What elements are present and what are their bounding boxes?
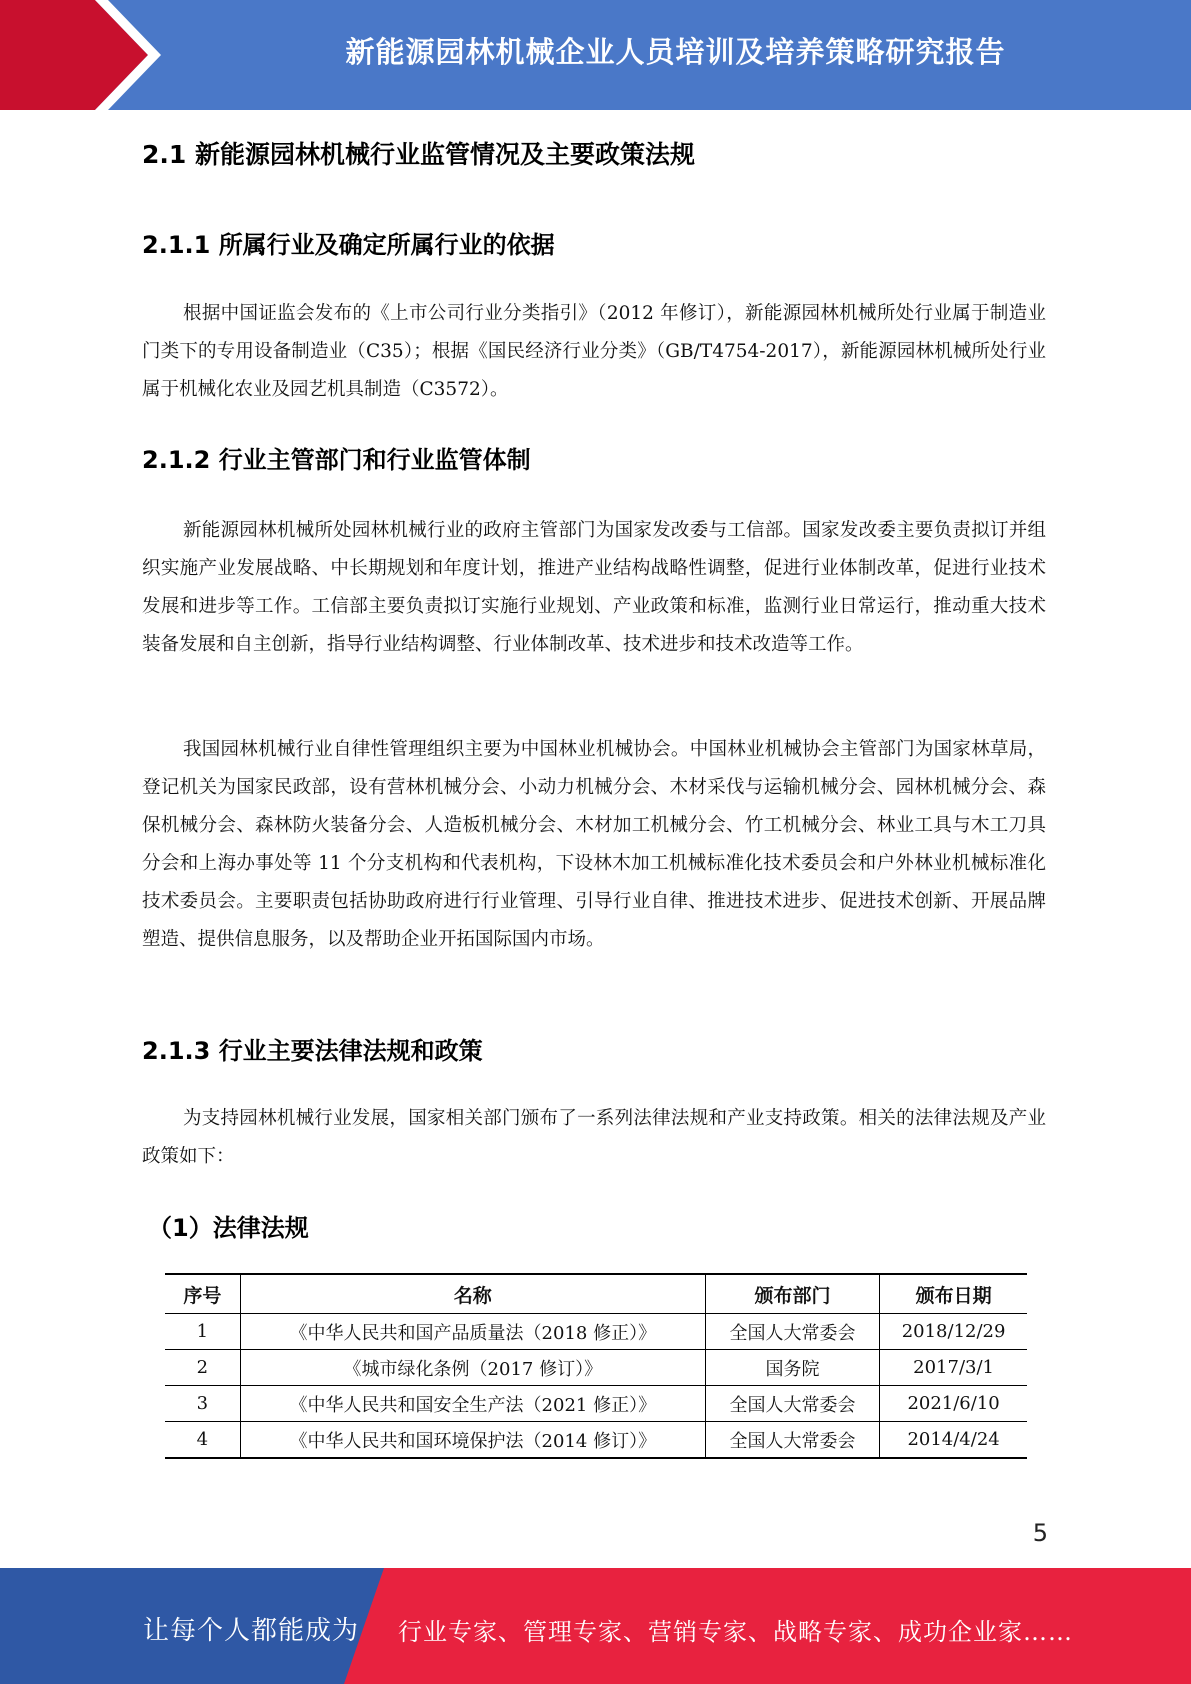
table-header-row — [165, 1274, 1027, 1314]
table-cell-index: 4 — [165, 1422, 240, 1459]
table-row — [165, 1422, 1027, 1459]
column-header-name: 名称 — [240, 1274, 705, 1314]
table-cell-index: 2 — [165, 1350, 240, 1386]
section-2-1-2-heading: 2.1.2 行业主管部门和行业监管体制 — [142, 446, 531, 474]
footer-slogan-left: 让每个人都能成为 — [143, 1616, 360, 1646]
section-2-1-3-paragraph: 为支持园林机械行业发展，国家相关部门颁布了一系列法律法规和产业支持政策。相关的法律法规及产业政策如下： — [142, 1108, 1046, 1167]
table-cell-name: 《中华人民共和国产品质量法（2018 修正）》 — [240, 1314, 705, 1350]
table-cell-name: 《中华人民共和国环境保护法（2014 修订）》 — [240, 1422, 705, 1459]
section-2-1-1-paragraph: 根据中国证监会发布的《上市公司行业分类指引》（2012 年修订），新能源园林机械所处行业属于制造业门类下的专用设备制造业（C35）；根据《国民经济行业分类》（GB/T4754-2017），新能源园林机械所处行业属于机械化农业及园艺机具制造（C3572）。 — [142, 303, 1046, 400]
table-cell-date: 2017/3/1 — [880, 1350, 1027, 1386]
table-cell-date: 2014/4/24 — [880, 1422, 1027, 1459]
table-row — [165, 1386, 1027, 1422]
section-2-1-1-heading: 2.1.1 所属行业及确定所属行业的依据 — [142, 231, 555, 259]
section-2-1-3-heading: 2.1.3 行业主要法律法规和政策 — [142, 1037, 483, 1065]
law-subsection-heading: （1）法律法规 — [148, 1214, 309, 1242]
column-header-index: 序号 — [165, 1274, 240, 1314]
section-2-1-heading: 2.1 新能源园林机械行业监管情况及主要政策法规 — [142, 140, 695, 169]
column-header-department: 颁布部门 — [705, 1274, 879, 1314]
table-row — [165, 1350, 1027, 1386]
footer-slogan-right: 行业专家、管理专家、营销专家、战略专家、成功企业家…… — [398, 1618, 1073, 1646]
page-number: 5 — [1032, 1519, 1048, 1547]
page-header — [0, 0, 1191, 110]
table-cell-department: 全国人大常委会 — [705, 1314, 879, 1350]
table-cell-department: 全国人大常委会 — [705, 1422, 879, 1459]
page-footer — [0, 1568, 1191, 1684]
section-2-1-2-paragraph-2: 我国园林机械行业自律性管理组织主要为中国林业机械协会。中国林业机械协会主管部门为国家林草局，登记机关为国家民政部，设有营林机械分会、小动力机械分会、木材采伐与运输机械分会、园林机械分会、森保机械分会、森林防火装备分会、人造板机械分会、木材加工机械分会、竹工机械分会、林业工具与木工刀具分会和上海办事处等 11 个分支机构和代表机构，下设林木加工机械标准化技术委员会和户外林业机械标准化技术委员会。主要职责包括协助政府进行行业管理、引导行业自律、推进技术进步、促进技术创新、开展品牌塑造、提供信息服务，以及帮助企业开拓国际国内市场。 — [142, 739, 1046, 950]
table-cell-date: 2021/6/10 — [880, 1386, 1027, 1422]
column-header-date: 颁布日期 — [880, 1274, 1027, 1314]
header-arrow-decoration — [0, 0, 200, 110]
table-cell-name: 《城市绿化条例（2017 修订）》 — [240, 1350, 705, 1386]
table-cell-department: 国务院 — [705, 1350, 879, 1386]
laws-table — [165, 1273, 1027, 1459]
table-cell-name: 《中华人民共和国安全生产法（2021 修正）》 — [240, 1386, 705, 1422]
table-cell-department: 全国人大常委会 — [705, 1386, 879, 1422]
table-cell-index: 1 — [165, 1314, 240, 1350]
table-cell-date: 2018/12/29 — [880, 1314, 1027, 1350]
table-cell-index: 3 — [165, 1386, 240, 1422]
report-title: 新能源园林机械企业人员培训及培养策略研究报告 — [345, 35, 1006, 69]
table-row — [165, 1314, 1027, 1350]
section-2-1-2-paragraph-1: 新能源园林机械所处园林机械行业的政府主管部门为国家发改委与工信部。国家发改委主要负责拟订并组织实施产业发展战略、中长期规划和年度计划，推进产业结构战略性调整，促进行业体制改革，促进行业技术发展和进步等工作。工信部主要负责拟订实施行业规划、产业政策和标准，监测行业日常运行，推动重大技术装备发展和自主创新，指导行业结构调整、行业体制改革、技术进步和技术改造等工作。 — [142, 520, 1046, 655]
